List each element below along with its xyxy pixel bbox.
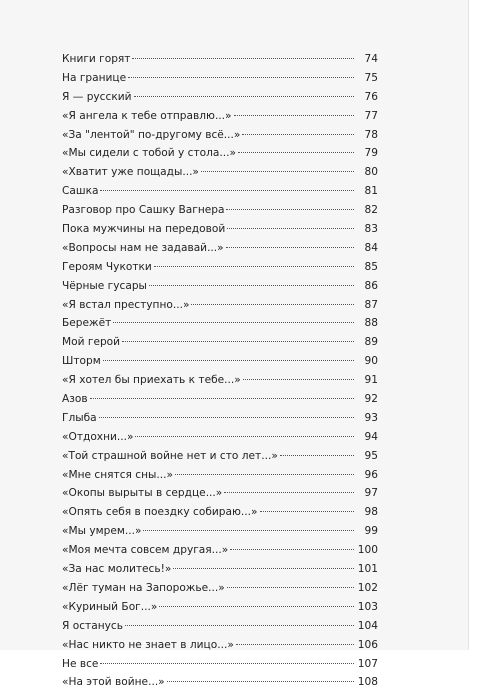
dot-leader	[260, 511, 355, 512]
toc-entry-page-number: 108	[357, 676, 378, 689]
toc-entry	[62, 223, 378, 242]
toc-entry	[62, 469, 378, 488]
dot-leader	[173, 568, 354, 569]
dot-leader	[132, 58, 354, 59]
toc-entry-page-number: 89	[364, 336, 378, 349]
dot-leader	[224, 492, 354, 493]
toc-entry-title: «Мне снятся сны...»	[62, 468, 173, 481]
toc-entry-page-number: 88	[364, 317, 378, 330]
toc-entry-page-number: 81	[364, 185, 378, 198]
dot-leader	[100, 663, 354, 664]
toc-entry-title: Бережёт	[62, 317, 112, 330]
dot-leader	[99, 417, 354, 418]
toc-entry-title: «Моя мечта совсем другая...»	[62, 544, 229, 557]
toc-entry	[62, 450, 378, 469]
toc-entry	[62, 110, 378, 129]
toc-entry-title: «Я хотел бы приехать к тебе...»	[62, 374, 241, 387]
toc-entry-page-number: 96	[364, 468, 378, 481]
toc-entry-page-number: 98	[364, 506, 378, 519]
dot-leader	[113, 322, 354, 323]
toc-entry	[62, 336, 378, 355]
table-of-contents	[62, 53, 378, 695]
toc-entry-page-number: 82	[364, 204, 378, 217]
toc-entry	[62, 299, 378, 318]
toc-entry-page-number: 85	[364, 260, 378, 273]
dot-leader	[175, 474, 354, 475]
dot-leader	[238, 152, 354, 153]
toc-entry-title: «Отдохни...»	[62, 430, 134, 443]
toc-entry-page-number: 99	[364, 525, 378, 538]
toc-entry-page-number: 83	[364, 223, 378, 236]
toc-entry	[62, 431, 378, 450]
toc-entry	[62, 147, 378, 166]
toc-entry-page-number: 79	[364, 147, 378, 160]
toc-entry-title: «Мы сидели с тобой у стола...»	[62, 147, 237, 160]
toc-entry-page-number: 97	[364, 487, 378, 500]
toc-entry-title: Героям Чукотки	[62, 260, 152, 273]
dot-leader	[230, 549, 354, 550]
toc-entry-page-number: 80	[364, 166, 378, 179]
toc-entry	[62, 355, 378, 374]
toc-entry	[62, 242, 378, 261]
toc-entry-title: Книги горят	[62, 53, 131, 65]
toc-entry	[62, 166, 378, 185]
toc-entry-page-number: 84	[364, 241, 378, 254]
toc-entry	[62, 280, 378, 299]
dot-leader	[134, 96, 354, 97]
toc-entry	[62, 563, 378, 582]
toc-entry	[62, 506, 378, 525]
toc-entry-title: «Мы умрем...»	[62, 525, 142, 538]
toc-entry	[62, 393, 378, 412]
toc-entry-page-number: 92	[364, 393, 378, 406]
toc-entry-title: «За нас молитесь!»	[62, 563, 172, 576]
dot-leader	[154, 266, 354, 267]
toc-entry-title: Сашка	[62, 185, 99, 198]
dot-leader	[242, 134, 354, 135]
toc-entry	[62, 639, 378, 658]
toc-entry-title: Не все	[62, 657, 99, 670]
toc-entry	[62, 129, 378, 148]
dot-leader	[135, 436, 354, 437]
dot-leader	[226, 247, 354, 248]
toc-entry	[62, 53, 378, 72]
toc-entry-title: «Лёг туман на Запорожье...»	[62, 581, 225, 594]
toc-entry-page-number: 107	[357, 657, 378, 670]
dot-leader	[149, 285, 354, 286]
dot-leader	[191, 304, 354, 305]
toc-entry-page-number: 104	[357, 619, 378, 632]
toc-entry-page-number: 86	[364, 279, 378, 292]
dot-leader	[236, 644, 354, 645]
toc-entry-title: Чёрные гусары	[62, 279, 147, 292]
toc-entry-page-number: 94	[364, 430, 378, 443]
toc-entry-title: Мой герой	[62, 336, 121, 349]
toc-entry-title: Разговор про Сашку Вагнера	[62, 204, 225, 217]
toc-entry-title: «Окопы вырыты в сердце...»	[62, 487, 223, 500]
toc-entry-page-number: 78	[364, 128, 378, 141]
toc-entry-page-number: 74	[364, 53, 378, 65]
toc-entry-title: «Нас никто не знает в лицо...»	[62, 638, 234, 651]
toc-entry-title: «Вопросы нам не задавай...»	[62, 241, 224, 254]
toc-entry	[62, 525, 378, 544]
toc-entry	[62, 412, 378, 431]
toc-entry-page-number: 75	[364, 71, 378, 84]
dot-leader	[143, 530, 354, 531]
dot-leader	[90, 398, 354, 399]
toc-entry-page-number: 102	[357, 581, 378, 594]
dot-leader	[159, 606, 354, 607]
toc-entry	[62, 72, 378, 91]
toc-entry-title: Пока мужчины на передовой	[62, 223, 226, 236]
toc-entry-page-number: 76	[364, 90, 378, 103]
toc-entry	[62, 487, 378, 506]
toc-entry	[62, 374, 378, 393]
toc-entry	[62, 658, 378, 677]
toc-entry	[62, 601, 378, 620]
dot-leader	[167, 681, 354, 682]
toc-entry	[62, 676, 378, 695]
dot-leader	[227, 587, 354, 588]
toc-entry-page-number: 90	[364, 355, 378, 368]
dot-leader	[243, 379, 354, 380]
toc-entry-title: «На этой войне...»	[62, 676, 165, 689]
toc-entry	[62, 185, 378, 204]
dot-leader	[234, 115, 354, 116]
toc-entry-page-number: 93	[364, 411, 378, 424]
toc-entry	[62, 204, 378, 223]
toc-entry-title: «Той страшной войне нет и сто лет...»	[62, 449, 278, 462]
dot-leader	[125, 625, 354, 626]
toc-entry-title: «Хватит уже пощады...»	[62, 166, 199, 179]
toc-entry	[62, 544, 378, 563]
dot-leader	[201, 171, 354, 172]
toc-entry	[62, 620, 378, 639]
dot-leader	[226, 209, 354, 210]
toc-entry-page-number: 100	[357, 544, 378, 557]
toc-entry-title: Я — русский	[62, 90, 132, 103]
toc-entry	[62, 91, 378, 110]
toc-entry-title: Глыба	[62, 411, 97, 424]
toc-entry-title: На границе	[62, 71, 127, 84]
toc-entry-title: «Я встал преступно...»	[62, 298, 190, 311]
toc-entry-page-number: 77	[364, 109, 378, 122]
toc-entry-title: «Опять себя в поездку собираю...»	[62, 506, 258, 519]
dot-leader	[280, 455, 354, 456]
toc-entry-page-number: 103	[357, 600, 378, 613]
dot-leader	[122, 341, 354, 342]
toc-entry-title: Азов	[62, 393, 88, 406]
toc-entry-page-number: 91	[364, 374, 378, 387]
toc-entry-title: Шторм	[62, 355, 101, 368]
toc-entry-title: «За "лентой" по-другому всё...»	[62, 128, 241, 141]
toc-entry	[62, 317, 378, 336]
dot-leader	[128, 77, 354, 78]
toc-entry-page-number: 95	[364, 449, 378, 462]
toc-entry-title: «Куриный Бог...»	[62, 600, 158, 613]
dot-leader	[100, 190, 354, 191]
toc-entry	[62, 582, 378, 601]
toc-entry-title: «Я ангела к тебе отправлю...»	[62, 109, 232, 122]
dot-leader	[103, 360, 354, 361]
toc-entry-page-number: 101	[357, 563, 378, 576]
toc-entry	[62, 261, 378, 280]
dot-leader	[227, 228, 354, 229]
toc-entry-page-number: 87	[364, 298, 378, 311]
toc-entry-title: Я останусь	[62, 619, 123, 632]
toc-entry-page-number: 106	[357, 638, 378, 651]
